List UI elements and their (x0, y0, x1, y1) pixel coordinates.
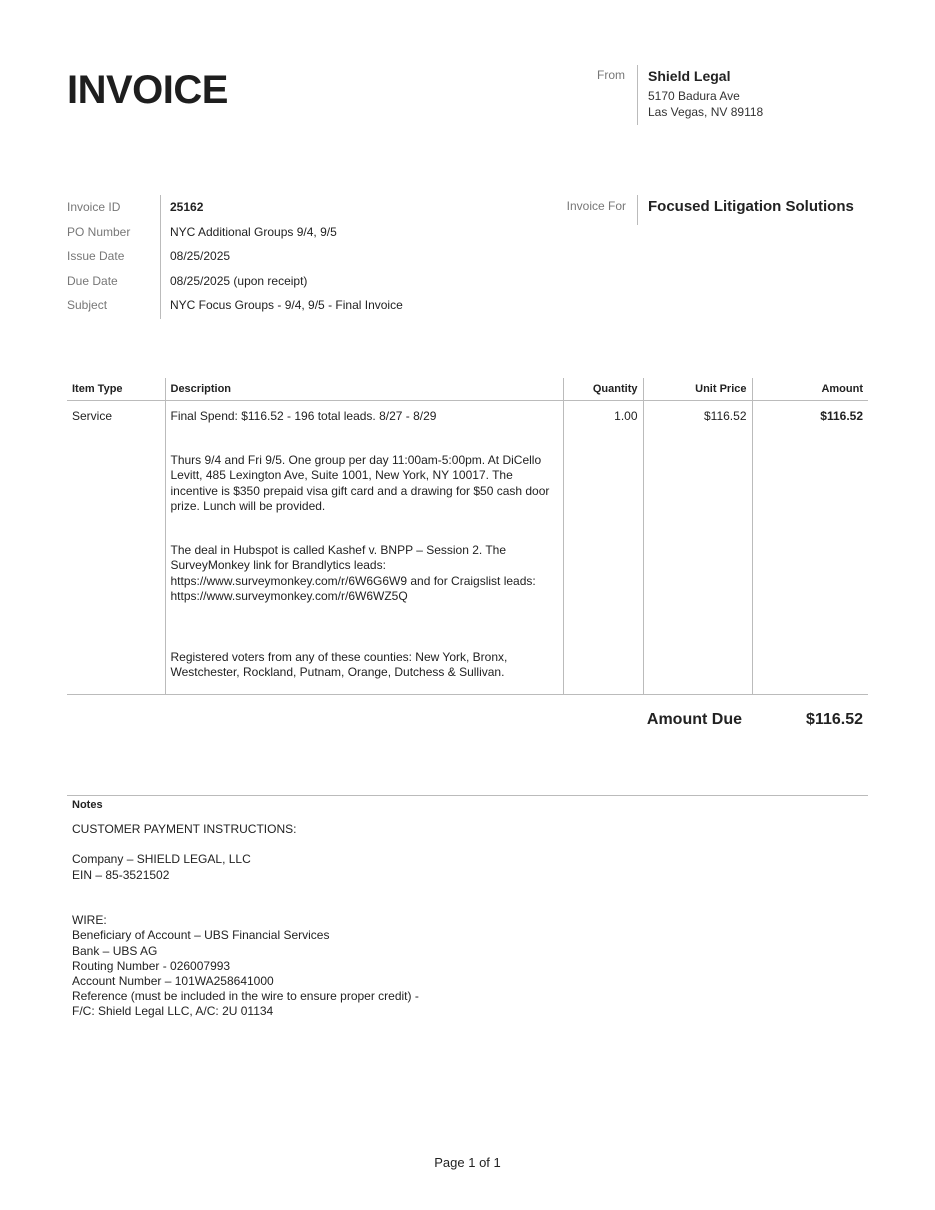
table-row (67, 401, 868, 695)
items-table (67, 378, 868, 695)
notes-body (72, 822, 419, 1020)
po-number-value: NYC Additional Groups 9/4, 9/5 (170, 224, 337, 239)
notes-line: Reference (must be included in the wire to ensure proper credit) - (72, 989, 419, 1004)
notes-title: Notes (72, 799, 103, 811)
column-header-item-type: Item Type (67, 378, 165, 401)
from-label: From (597, 68, 625, 82)
notes-divider (67, 795, 868, 796)
meta-label-due-date: Due Date (67, 273, 118, 288)
notes-line: Routing Number - 026007993 (72, 958, 231, 973)
description-paragraph: Final Spend: $116.52 - 196 total leads. 8/27 - 8/29 (170, 409, 437, 423)
column-header-description: Description (165, 378, 563, 401)
notes-line: Beneficiary of Account – UBS Financial Services (72, 928, 330, 943)
description-cell (165, 401, 563, 695)
invoice-for-divider (637, 195, 638, 225)
column-header-amount: Amount (752, 378, 868, 401)
notes-line: Account Number – 101WA258641000 (72, 973, 274, 988)
from-address (648, 88, 763, 120)
due-date-value: 08/25/2025 (upon receipt) (170, 273, 308, 288)
invoice-id-value: 25162 (170, 200, 204, 214)
meta-label-invoice-id: Invoice ID (67, 200, 121, 214)
meta-label-subject: Subject (67, 298, 108, 313)
column-header-unit-price: Unit Price (643, 378, 752, 401)
description-paragraph: Thurs 9/4 and Fri 9/5. One group per day 11:00am-5:00pm. At DiCello Levitt, 485 Lexington Ave, Suite 1001, New York, NY 10017. The incentive is $350 prepaid visa gift card and a drawing for $50 cash door prize. Lunch will be provided. (170, 452, 550, 513)
table-header-row (67, 378, 868, 401)
from-name: Shield Legal (648, 68, 731, 84)
notes-line: CUSTOMER PAYMENT INSTRUCTIONS: (72, 822, 297, 836)
notes-line (72, 883, 419, 898)
notes-line: WIRE: (72, 913, 107, 928)
item-type-cell: Service (67, 401, 165, 695)
unit-price-cell: $116.52 (643, 401, 752, 695)
from-address-line-1: 5170 Badura Ave (648, 89, 740, 103)
notes-line: F/C: Shield Legal LLC, A/C: 2U 01134 (72, 1004, 274, 1019)
invoice-for-label: Invoice For (566, 199, 626, 213)
subject-value: NYC Focus Groups - 9/4, 9/5 - Final Invoice (170, 298, 403, 313)
amount-due-value: $116.52 (806, 711, 863, 728)
meta-values (170, 199, 403, 322)
amount-due-label: Amount Due (646, 711, 742, 728)
notes-line (72, 898, 419, 913)
column-header-quantity: Quantity (563, 378, 643, 401)
notes-line: Company – SHIELD LEGAL, LLC (72, 852, 251, 867)
meta-divider (160, 195, 161, 319)
meta-labels (67, 199, 130, 322)
from-divider (637, 65, 638, 125)
invoice-for-name: Focused Litigation Solutions (648, 198, 854, 215)
notes-line (72, 837, 419, 852)
amount-cell: $116.52 (752, 401, 868, 695)
quantity-cell: 1.00 (563, 401, 643, 695)
page-number: Page 1 of 1 (434, 1155, 501, 1170)
invoice-title: INVOICE (67, 68, 228, 112)
from-address-line-2: Las Vegas, NV 89118 (648, 105, 764, 119)
description-paragraph: Registered voters from any of these counties: New York, Bronx, Westchester, Rockland, Putnam, Orange, Dutchess & Sullivan. (170, 649, 508, 679)
issue-date-value: 08/25/2025 (170, 249, 231, 264)
notes-line: EIN – 85-3521502 (72, 867, 170, 882)
meta-label-po-number: PO Number (67, 224, 131, 239)
meta-label-issue-date: Issue Date (67, 249, 125, 264)
notes-line: Bank – UBS AG (72, 943, 158, 958)
description-paragraph: The deal in Hubspot is called Kashef v. BNPP – Session 2. The SurveyMonkey link for Brandlytics leads: https://www.surveymonkey.com/r/6W6G6W9 and for Craigslist leads: https://www.surveymonkey.com/r/6W6WZ5Q (170, 542, 536, 603)
